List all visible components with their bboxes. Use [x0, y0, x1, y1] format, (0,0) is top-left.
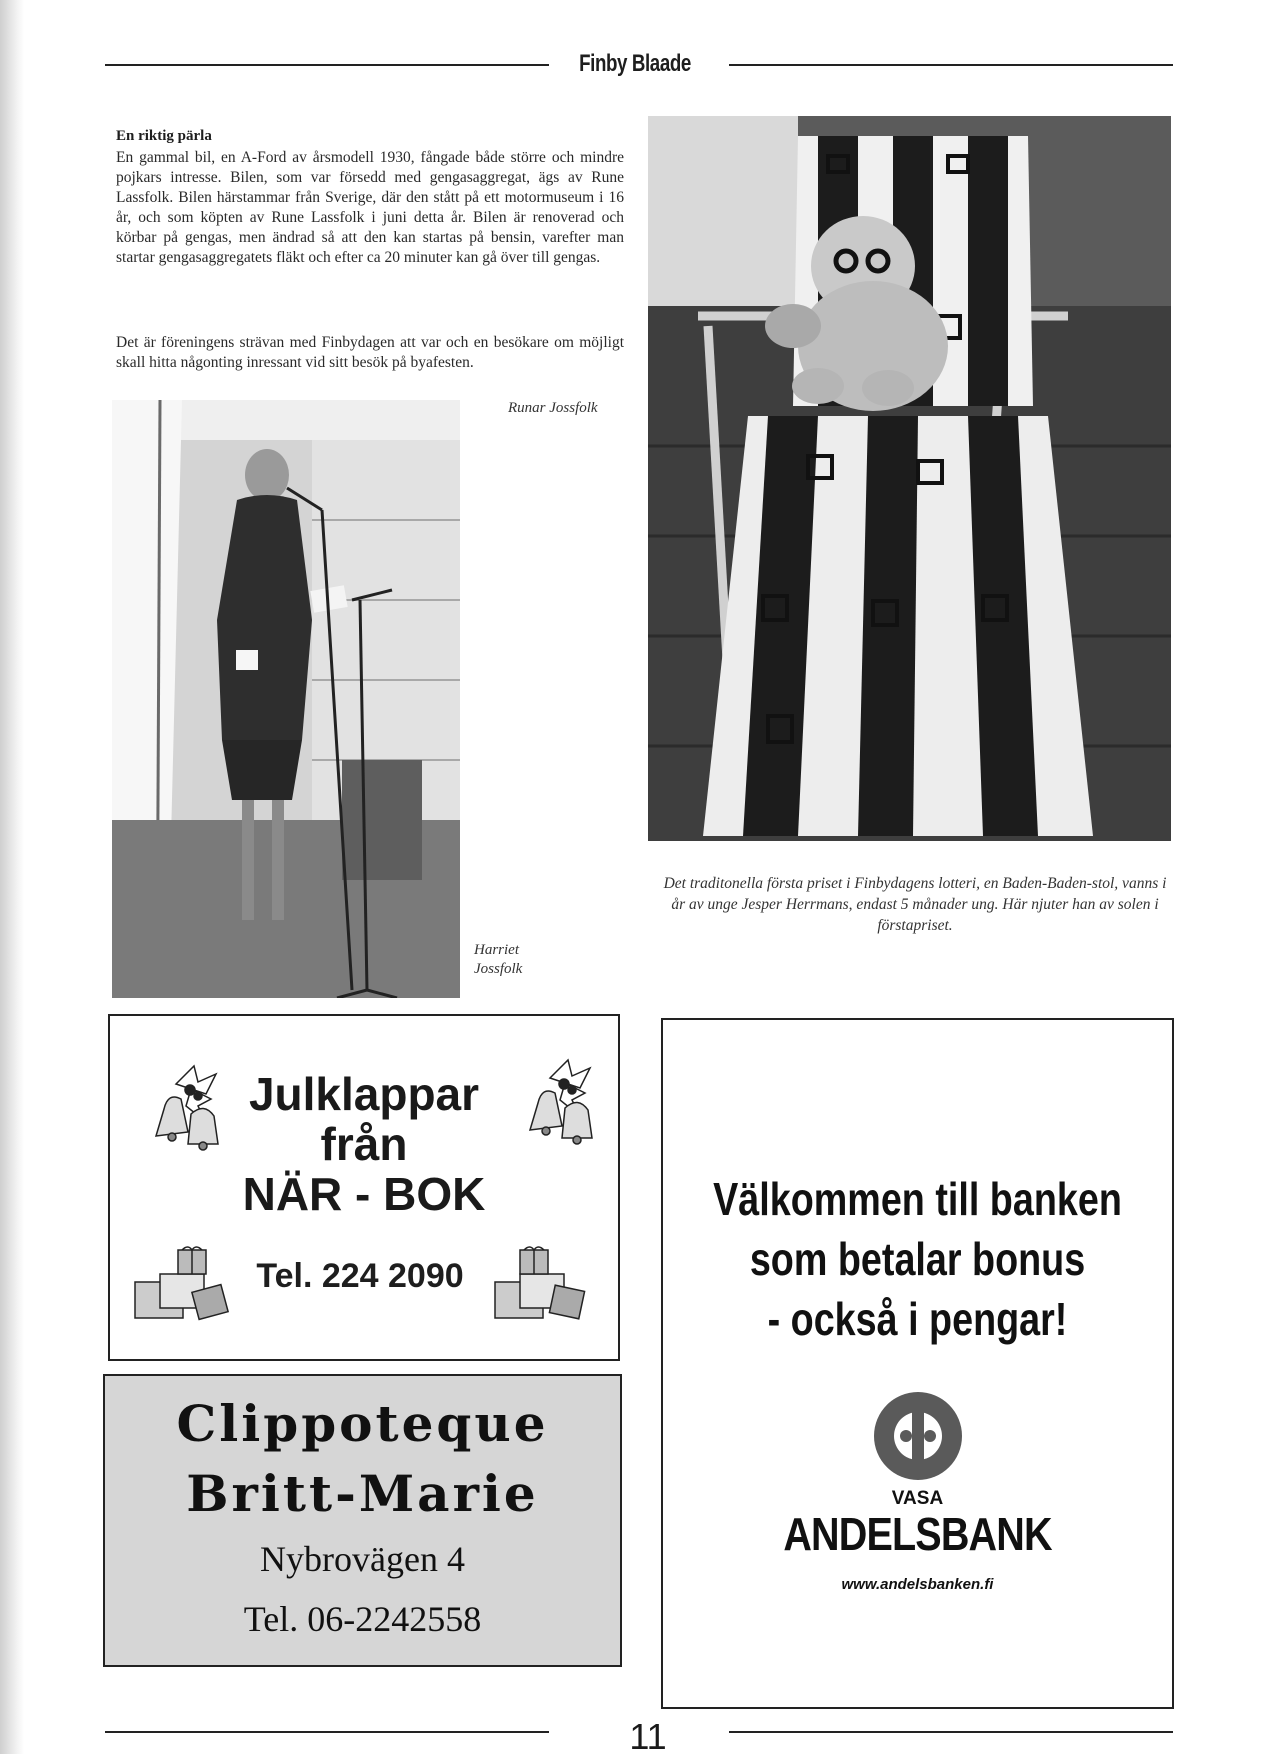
nar-line-3: NÄR - BOK [242, 1168, 486, 1220]
header-rule-right [729, 64, 1173, 66]
page-number: 11 [629, 1716, 667, 1757]
bank-vasa: VASA [891, 1488, 944, 1509]
photo-credit-runar: Runar Jossfolk [508, 400, 598, 416]
header-rule-left [105, 64, 549, 66]
bank-name: ANDELSBANK [783, 1508, 1052, 1560]
ad-clippoteque [103, 1374, 622, 1667]
nar-line-1: Julklappar [248, 1068, 480, 1120]
article-body: En gammal bil, en A-Ford av årsmodell 1930, fångade både större och mindre pojkars intresse. Bilen, som var försedd med gengasaggregat, ägs av Rune Lassfolk. Bilen härstammar från Sverige, där den stått på ett motormuseum i 16 år, och som köpten av Rune Lassfolk i juni detta år. Bilen är renoverad och körbar på gengas, men ändrad så att den kan startas på bensin, varefter man startar gengasaggregatets fläkt och efter ca 20 minuter kan gå över till gengas. [116, 149, 624, 266]
bank-line-3: - också i pengar! [767, 1293, 1068, 1345]
clip-phone: Tel. 06-2242558 [243, 1599, 482, 1639]
baby-chair-photo [648, 116, 1171, 841]
gift-boxes-icon-right [490, 1244, 590, 1322]
nar-line-2: från [320, 1118, 408, 1170]
article-title: En riktig pärla [116, 128, 212, 144]
bank-line-1: Välkommen till banken [713, 1173, 1122, 1225]
bank-line-2: som betalar bonus [749, 1233, 1086, 1285]
clip-line-2: Britt-Marie [186, 1464, 539, 1523]
nar-phone: Tel. 224 2090 [256, 1257, 464, 1295]
clip-line-1: Clippoteque [176, 1394, 549, 1453]
ad-nar-bok [108, 1014, 620, 1361]
masthead: Finby Blaade [579, 50, 691, 77]
clip-address: Nybrovägen 4 [260, 1539, 465, 1579]
ad-andelsbank [661, 1018, 1174, 1709]
footer-rule-right [729, 1731, 1173, 1733]
footer-rule-left [105, 1731, 549, 1733]
bank-url[interactable]: www.andelsbanken.fi [841, 1576, 994, 1593]
article-paragraph-2: Det är föreningens strävan med Finbydagen att var och en besökare om möjligt skall hitta någonting inressant vid sitt besök på byafesten. [116, 334, 624, 371]
photo-credit-harriet [474, 941, 522, 979]
baby-photo-caption: Det traditonella första priset i Finbydagens lotteri, en Baden-Baden-stol, vanns i år av unge Jesper Herrmans, endast 5 månader ung. Här njuter han av solen i förstapriset. [663, 875, 1167, 934]
scan-shadow [0, 0, 24, 1754]
speaker-photo [112, 400, 460, 998]
credit-harriet-last: Jossfolk [474, 961, 523, 977]
credit-harriet-first: Harriet [474, 942, 519, 958]
gift-boxes-icon [130, 1244, 230, 1322]
op-bank-logo [872, 1390, 964, 1482]
